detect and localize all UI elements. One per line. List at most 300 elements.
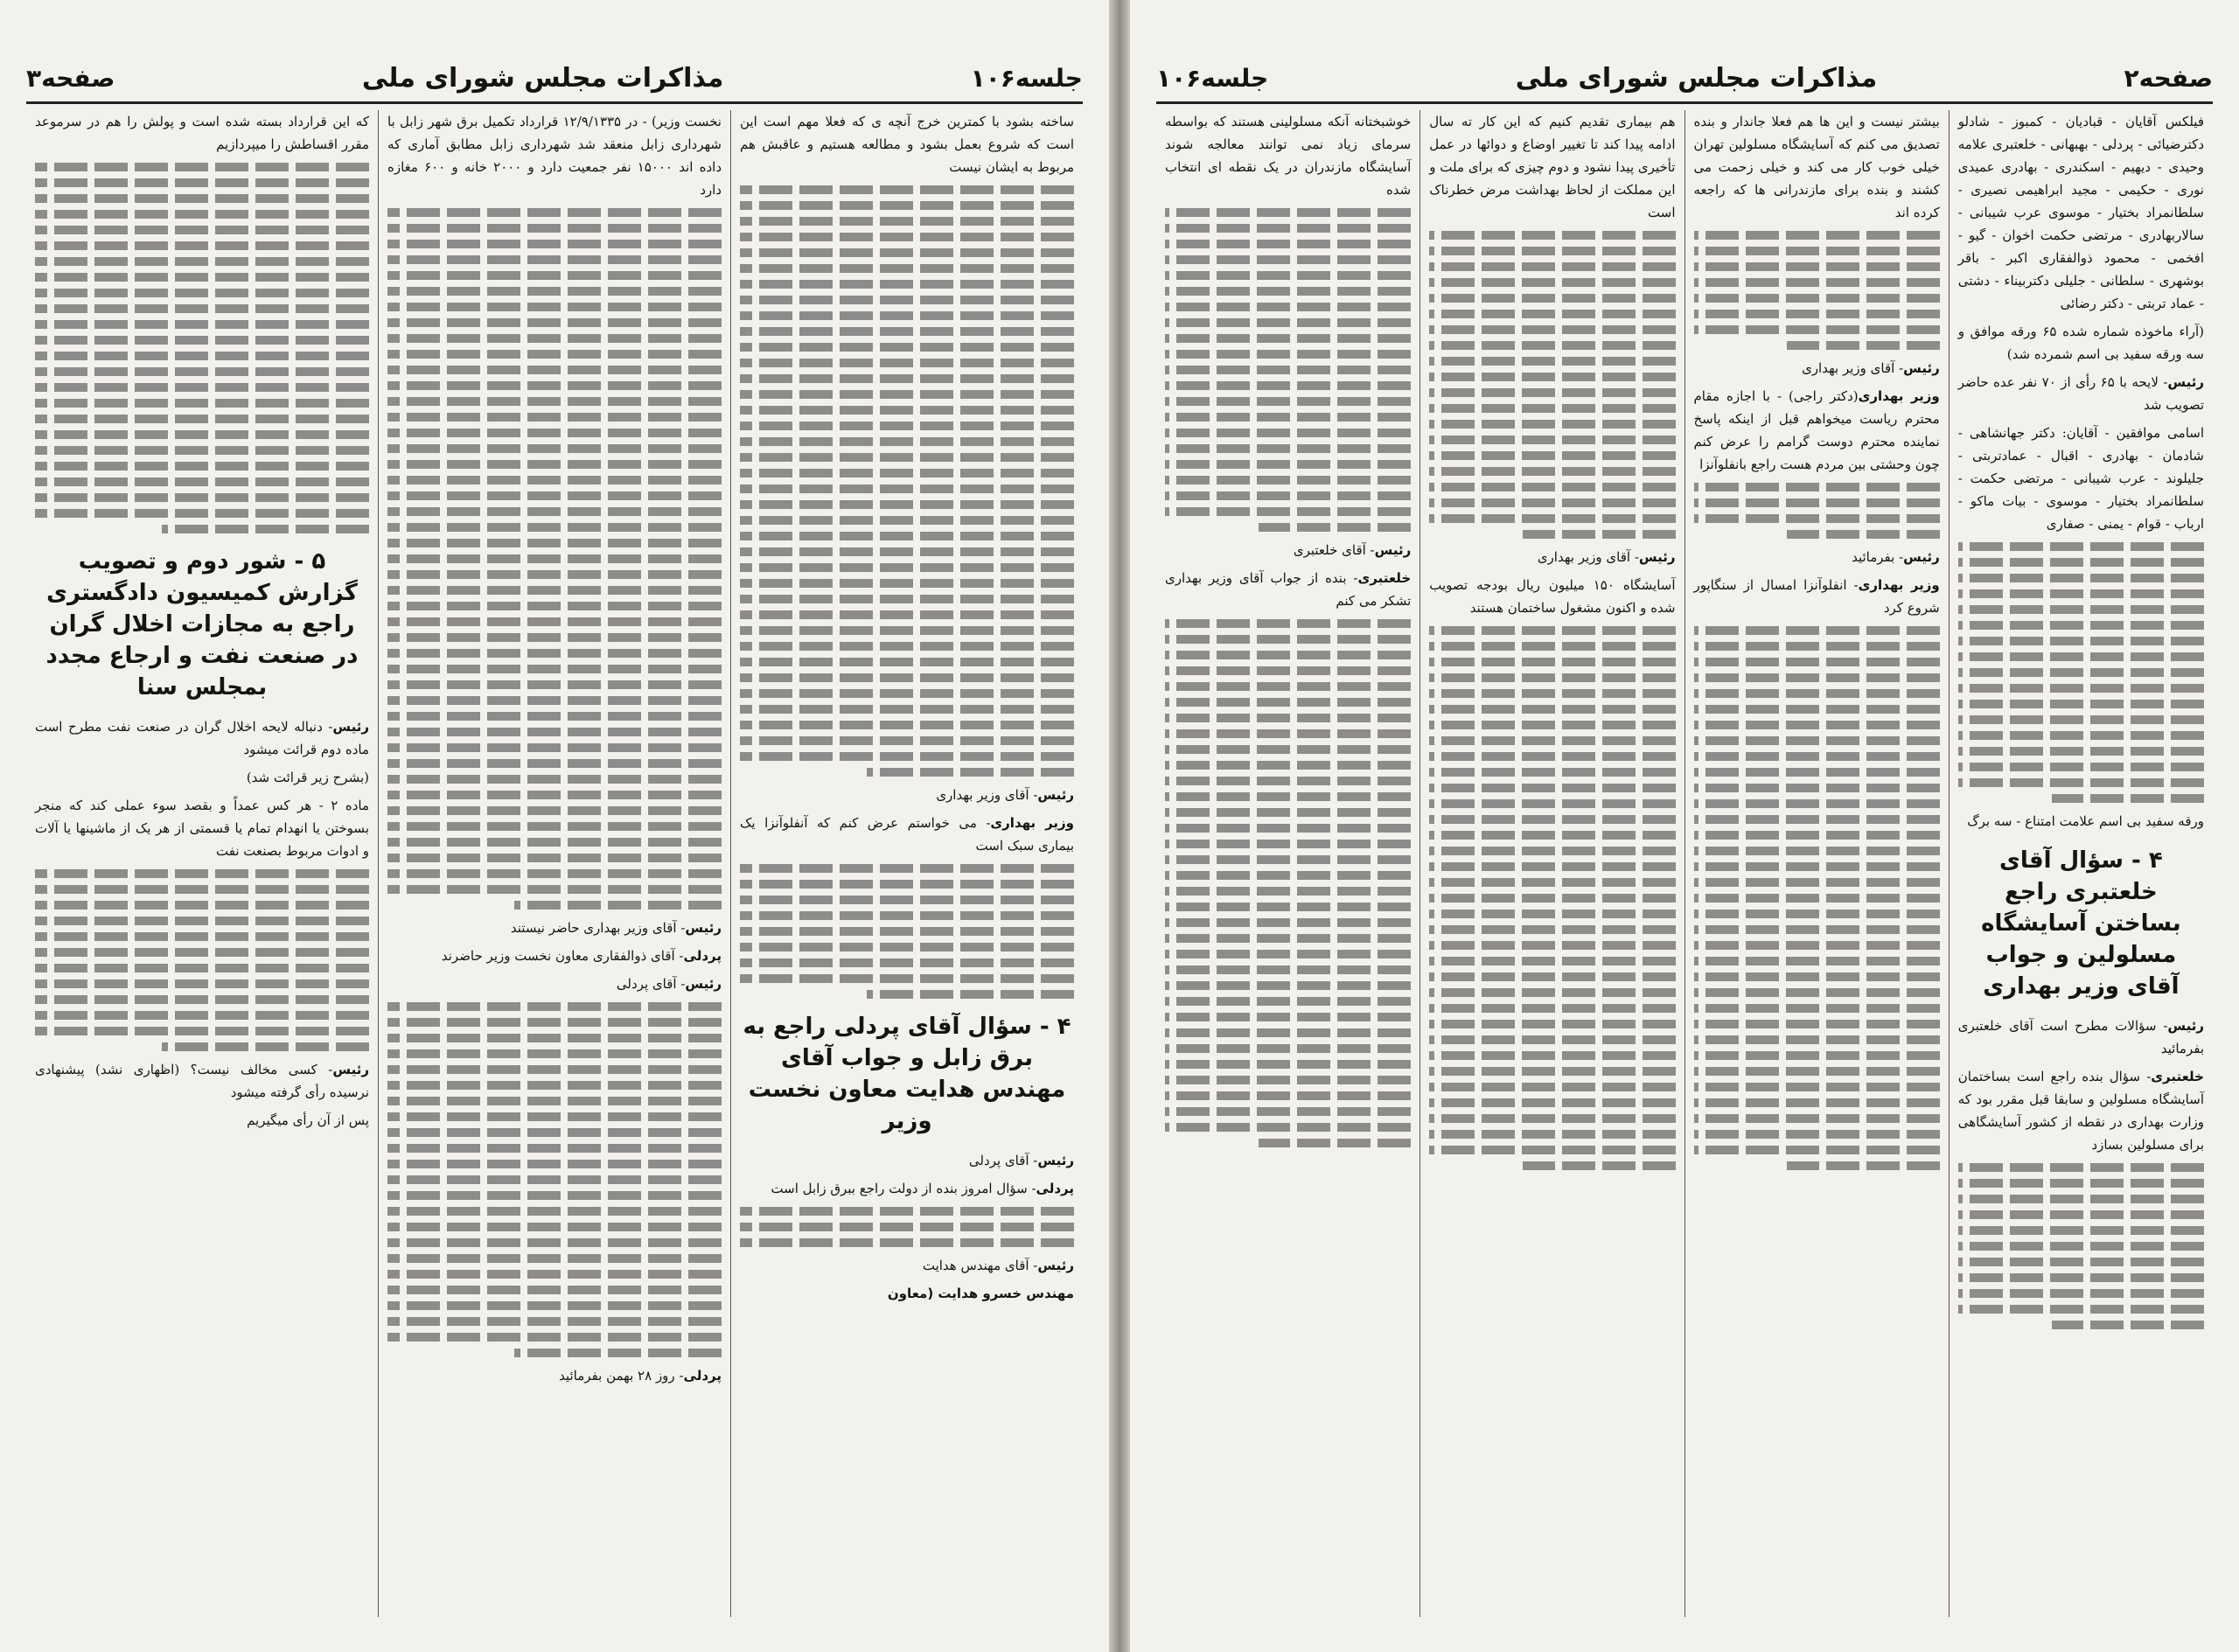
text-lines — [387, 444, 722, 453]
text-lines — [1429, 768, 1675, 777]
text-lines — [1165, 208, 1411, 217]
text-lines — [162, 1042, 369, 1051]
speaker-name: پردلی — [683, 1368, 722, 1384]
text-lines — [1429, 1035, 1675, 1044]
speaker-name: خلعتبری — [2151, 1069, 2204, 1084]
text-lines — [740, 896, 1074, 904]
page-number: صفحه۳ — [26, 63, 115, 93]
paragraph: - سؤال امروز بنده از دولت راجع ببرق زابل است — [771, 1181, 1036, 1196]
paragraph: فیلکس آقایان - قبادیان - کمبوز - شادلو دکترضیائی - پردلی - بهبهانی - خلعتبری علامه وحیدی - دیهیم - اسکندری - بهادری عمیدی نوری - حکیمی - مجید ابراهیمی نصیری - سلطانمراد بختیار - موسوی عرب شیبانی - سالاربهادری - مرتضی حکمت اخوان - گیو - افخمی - محمود ذوالفقاری اکبر - باقر بوشهری - سلطانی - جلیلی دکتربیناء - دشتی - عماد تربتی - دکتر رضائی — [1957, 114, 2204, 311]
text-lines — [1165, 903, 1411, 911]
text-lines — [387, 712, 722, 721]
text-lines — [1429, 1004, 1675, 1013]
text-lines — [1694, 941, 1940, 950]
text-lines — [1694, 784, 1940, 792]
text-lines — [1694, 847, 1940, 855]
left-page — [0, 0, 1109, 1652]
paragraph: - آقای ذوالفقاری معاون نخست وزیر حاضرند — [441, 948, 684, 964]
text-lines — [1958, 605, 2204, 614]
text-lines — [1429, 420, 1675, 429]
paragraph: ساخته بشود با کمترین خرج آنچه ی که فعلا مهم است این است که شروع بعمل بشود و مطالعه هستیم و عاقبش هم مربوط به ایشان نیست — [740, 114, 1074, 175]
left-column-2 — [378, 110, 730, 1617]
text-lines — [35, 964, 369, 972]
text-lines — [514, 1349, 722, 1357]
text-lines — [1429, 799, 1675, 808]
text-lines — [387, 1254, 722, 1263]
speaker-name: رئیس — [332, 719, 369, 735]
text-lines — [1429, 467, 1675, 476]
text-lines — [1694, 642, 1940, 651]
text-lines — [1165, 777, 1411, 785]
speaker-name: رئیس — [1037, 1153, 1074, 1168]
text-lines — [1958, 1258, 2204, 1266]
text-lines — [740, 453, 1074, 462]
text-lines — [1694, 658, 1940, 666]
text-lines — [1694, 799, 1940, 808]
text-lines — [740, 721, 1074, 729]
paragraph: مهندس خسرو هدایت (معاون — [887, 1286, 1074, 1301]
text-lines — [387, 1002, 722, 1011]
text-lines — [740, 958, 1074, 967]
text-lines — [740, 1238, 1074, 1247]
paragraph: که این قرارداد بسته شده است و پولش را هم در سرموعد مقرر اقساطش را میپردازیم — [35, 114, 369, 152]
text-lines — [35, 885, 369, 894]
text-lines — [740, 233, 1074, 241]
text-lines — [1165, 287, 1411, 296]
text-lines — [1429, 831, 1675, 840]
right-page-columns — [1156, 110, 2213, 1617]
text-lines — [387, 680, 722, 689]
text-lines — [1165, 965, 1411, 974]
text-lines — [387, 1191, 722, 1200]
text-lines — [740, 280, 1074, 289]
text-lines — [1694, 972, 1940, 981]
text-lines — [1958, 589, 2204, 598]
text-lines — [35, 1011, 369, 1020]
paragraph: - بفرمائید — [1852, 549, 1904, 565]
text-lines — [35, 289, 369, 297]
text-lines — [1429, 325, 1675, 334]
text-lines — [1429, 878, 1675, 887]
text-lines — [387, 602, 722, 610]
text-lines — [1958, 1273, 2204, 1282]
paragraph: خوشبختانه آنکه مسلولینی هستند که بواسطه سرمای زیاد نمی توانند معالجه شوند آسایشگاه مازندران در یک نقطه ای انتخاب شده — [1165, 114, 1412, 198]
text-lines — [1694, 815, 1940, 824]
text-lines — [387, 366, 722, 374]
text-lines — [740, 943, 1074, 951]
text-lines — [1694, 831, 1940, 840]
text-lines — [1694, 910, 1940, 918]
right-column-4 — [1156, 110, 1419, 1617]
text-lines — [387, 759, 722, 768]
text-lines — [387, 586, 722, 595]
text-lines — [35, 430, 369, 439]
paragraph: - بنده از جواب آقای وزیر بهداری تشکر می کنم — [1165, 570, 1412, 609]
text-lines — [1165, 950, 1411, 958]
text-lines — [387, 1270, 722, 1279]
text-lines — [35, 320, 369, 329]
text-lines — [1429, 910, 1675, 918]
paragraph: (آراء ماخوذه شماره شده ۶۵ ورقه موافق و سه ورقه سفید بی اسم شمرده شد) — [1957, 324, 2204, 362]
text-lines — [387, 429, 722, 437]
text-lines — [1694, 626, 1940, 635]
paragraph: ورقه سفید بی اسم علامت امتناع - سه برگ — [1967, 813, 2204, 829]
book-gutter — [1109, 0, 1130, 1652]
text-lines — [387, 413, 722, 422]
text-lines — [1694, 262, 1940, 271]
speaker-name: رئیس — [1903, 549, 1940, 565]
text-lines — [1165, 808, 1411, 817]
text-lines — [740, 374, 1074, 383]
text-lines — [387, 1034, 722, 1042]
paragraph: - دنباله لایحه اخلال گران در صنعت نفت مطرح است ماده دوم قرائت میشود — [35, 719, 369, 757]
text-lines — [35, 509, 369, 518]
text-lines — [387, 224, 722, 233]
text-lines — [1429, 847, 1675, 855]
text-lines — [387, 743, 722, 752]
text-lines — [1165, 714, 1411, 722]
text-lines — [387, 1018, 722, 1027]
text-lines — [740, 736, 1074, 745]
text-lines — [1958, 668, 2204, 677]
text-lines — [1165, 997, 1411, 1006]
text-lines — [1787, 1161, 1939, 1170]
paragraph: پس از آن رأی میگیریم — [247, 1112, 369, 1128]
text-lines — [35, 257, 369, 266]
text-lines — [867, 768, 1074, 777]
text-lines — [1523, 1161, 1675, 1170]
page-title: مذاکرات مجلس شورای ملی — [361, 62, 724, 94]
text-lines — [387, 240, 722, 248]
text-lines — [35, 194, 369, 203]
text-lines — [1165, 1013, 1411, 1021]
text-lines — [387, 822, 722, 831]
session-number: جلسه۱۰۶ — [1156, 63, 1269, 93]
text-lines — [1429, 784, 1675, 792]
text-lines — [740, 437, 1074, 446]
text-lines — [1694, 1035, 1940, 1044]
text-lines — [1958, 574, 2204, 582]
text-lines — [1429, 388, 1675, 397]
section-heading: ۴ - سؤال آقای پردلی راجع به برق زابل و جواب آقای مهندس هدایت معاون نخست وزیر — [743, 1014, 1071, 1134]
text-lines — [1694, 752, 1940, 761]
paragraph: - لایحه با ۶۵ رأی از ۷۰ نفر عده حاضر تصویب شد — [1957, 374, 2204, 413]
text-lines — [35, 917, 369, 925]
speaker-name: رئیس — [332, 1062, 369, 1077]
text-lines — [35, 995, 369, 1004]
right-column-3 — [1419, 110, 1684, 1617]
text-lines — [740, 705, 1074, 714]
text-lines — [35, 493, 369, 502]
text-lines — [1429, 925, 1675, 934]
text-lines — [387, 350, 722, 359]
paragraph: - انفلوآنزا امسال از سنگاپور شروع کرد — [1693, 577, 1940, 616]
text-lines — [1165, 1060, 1411, 1069]
text-lines — [1429, 658, 1675, 666]
text-lines — [1694, 1004, 1940, 1013]
text-lines — [387, 869, 722, 878]
text-lines — [1429, 673, 1675, 682]
text-lines — [1429, 498, 1675, 507]
text-lines — [35, 901, 369, 910]
left-page-header — [26, 54, 1083, 104]
paragraph: - آقای وزیر بهداری — [1802, 360, 1904, 376]
text-lines — [740, 311, 1074, 320]
text-lines — [387, 649, 722, 658]
paragraph: اسامی موافقین - آقایان: دکتر جهانشاهی - شادمان - بهادری - اقبال - عمادتربتی - جلیلوند - عرب شیبانی - مرتضی حکمت - سلطانمراد بختیار - موسوی - بیات ماکو - ارباب - قوام - یمنی - صفاری — [1957, 425, 2204, 532]
session-number: جلسه۱۰۶ — [970, 63, 1083, 93]
text-lines — [387, 1317, 722, 1326]
text-lines — [1165, 318, 1411, 327]
text-lines — [1958, 1210, 2204, 1219]
text-lines — [35, 163, 369, 171]
text-lines — [740, 201, 1074, 210]
text-lines — [740, 595, 1074, 603]
text-lines — [387, 554, 722, 563]
speaker-name: پردلی — [1036, 1181, 1074, 1196]
text-lines — [1958, 1195, 2204, 1203]
paragraph: - آقای وزیر بهداری — [1537, 549, 1639, 565]
text-lines — [387, 1301, 722, 1310]
text-lines — [387, 617, 722, 626]
text-lines — [1429, 357, 1675, 366]
text-lines — [1165, 1123, 1411, 1132]
text-lines — [1165, 918, 1411, 927]
text-lines — [387, 397, 722, 406]
text-lines — [1958, 1289, 2204, 1298]
speaker-name: وزیر بهداری — [990, 815, 1074, 831]
text-lines — [740, 516, 1074, 525]
speaker-name: وزیر بهداری — [1858, 577, 1940, 593]
text-lines — [387, 838, 722, 847]
text-lines — [387, 1286, 722, 1294]
text-lines — [1958, 637, 2204, 645]
text-lines — [387, 491, 722, 500]
text-lines — [387, 334, 722, 343]
text-lines — [1429, 341, 1675, 350]
text-lines — [1165, 271, 1411, 280]
text-lines — [387, 633, 722, 642]
text-lines — [1787, 530, 1939, 539]
right-column-1 — [1949, 110, 2213, 1617]
text-lines — [740, 579, 1074, 588]
text-lines — [1694, 957, 1940, 965]
text-lines — [1958, 763, 2204, 771]
text-lines — [1165, 1028, 1411, 1037]
left-column-1 — [730, 110, 1083, 1617]
text-lines — [740, 248, 1074, 257]
text-lines — [35, 178, 369, 187]
text-lines — [1165, 729, 1411, 738]
paragraph: - سؤالات مطرح است آقای خلعتبری بفرمائید — [1957, 1018, 2204, 1056]
text-lines — [1429, 483, 1675, 491]
speaker-name: رئیس — [2167, 374, 2204, 390]
text-lines — [740, 296, 1074, 304]
text-lines — [1429, 862, 1675, 871]
text-lines — [35, 979, 369, 988]
paragraph: نخست وزیر) - در ۱۲/۹/۱۳۳۵ قرارداد تکمیل برق شهر زابل با شهرداری زابل منعقد شد شهرداری زابل مطابق آماری که داده اند ۱۵۰۰۰ نفر جمعیت دارد و ۲۰۰۰ خانه و ۶۰۰ مغازه دارد — [387, 114, 722, 198]
text-lines — [387, 381, 722, 390]
speaker-name: رئیس — [685, 920, 722, 936]
text-lines — [387, 1144, 722, 1153]
text-lines — [1165, 934, 1411, 943]
text-lines — [1787, 341, 1939, 350]
text-lines — [1694, 878, 1940, 887]
text-lines — [2052, 794, 2204, 803]
text-lines — [1429, 1114, 1675, 1123]
text-lines — [1165, 240, 1411, 248]
text-lines — [1259, 523, 1411, 532]
text-lines — [740, 1223, 1074, 1231]
paragraph: - سؤال بنده راجع است بساختمان آسایشگاه مسلولین و سابقا قبل مقرر بود که وزارت بهداری در نقطه از کشور آسایشگاهی برای مسلولین بسازد — [1957, 1069, 2204, 1153]
text-lines — [35, 462, 369, 471]
text-lines — [1694, 862, 1940, 871]
text-lines — [1694, 894, 1940, 903]
text-lines — [740, 626, 1074, 635]
text-lines — [35, 446, 369, 455]
text-lines — [1958, 542, 2204, 551]
text-lines — [1165, 224, 1411, 233]
text-lines — [1429, 705, 1675, 714]
text-lines — [1694, 736, 1940, 745]
text-lines — [35, 1027, 369, 1035]
text-lines — [740, 359, 1074, 367]
text-lines — [1429, 231, 1675, 240]
text-lines — [387, 1223, 722, 1231]
text-lines — [1694, 325, 1940, 334]
right-page-header — [1156, 54, 2213, 104]
text-lines — [740, 752, 1074, 761]
text-lines — [1165, 1091, 1411, 1100]
text-lines — [387, 1112, 722, 1121]
speaker-name: پردلی — [683, 948, 722, 964]
text-lines — [1429, 1146, 1675, 1154]
text-lines — [387, 255, 722, 264]
page-number: صفحه۲ — [2124, 63, 2213, 93]
text-lines — [740, 217, 1074, 226]
text-lines — [740, 1207, 1074, 1216]
text-lines — [1165, 981, 1411, 990]
text-lines — [1694, 705, 1940, 714]
paragraph: ماده ۲ - هر کس عمداً و بقصد سوء عملی کند که منجر بسوختن یا انهدام تمام یا قسمتی از هر یک از ماشینها یا آلات و ادوات مربوط بصنعت نفت — [35, 798, 369, 859]
text-lines — [387, 570, 722, 579]
paragraph: هم بیماری تقدیم کنیم که این کار ته سال ادامه پیدا کند تا تغییر اوضاع و دوائها در عمل تأخیری پیدا نشود و دوم چیزی که برای ملت و این مملکت از لحاظ بهداشت مرض خطرناک است — [1429, 114, 1676, 220]
text-lines — [162, 525, 369, 533]
text-lines — [1165, 698, 1411, 707]
text-lines — [1165, 413, 1411, 422]
text-lines — [740, 911, 1074, 920]
text-lines — [1958, 1179, 2204, 1188]
speaker-name: رئیس — [1037, 1258, 1074, 1273]
text-lines — [740, 642, 1074, 651]
text-lines — [740, 864, 1074, 873]
text-lines — [387, 665, 722, 673]
text-lines — [1694, 231, 1940, 240]
text-lines — [387, 885, 722, 894]
text-lines — [1429, 436, 1675, 444]
text-lines — [387, 806, 722, 815]
text-lines — [1694, 673, 1940, 682]
text-lines — [1429, 626, 1675, 635]
text-lines — [35, 241, 369, 250]
text-lines — [1429, 278, 1675, 287]
text-lines — [387, 460, 722, 469]
text-lines — [1958, 1305, 2204, 1314]
text-lines — [387, 854, 722, 862]
text-lines — [1165, 1076, 1411, 1084]
text-lines — [1429, 972, 1675, 981]
text-lines — [740, 547, 1074, 556]
text-lines — [1694, 247, 1940, 255]
text-lines — [740, 610, 1074, 619]
text-lines — [1165, 840, 1411, 848]
speaker-name: رئیس — [1374, 542, 1412, 558]
text-lines — [1958, 558, 2204, 567]
text-lines — [514, 901, 722, 910]
text-lines — [1958, 1163, 2204, 1172]
text-lines — [740, 264, 1074, 273]
text-lines — [1429, 815, 1675, 824]
text-lines — [387, 1207, 722, 1216]
text-lines — [35, 383, 369, 392]
text-lines — [740, 974, 1074, 983]
text-lines — [1694, 1083, 1940, 1091]
text-lines — [35, 948, 369, 957]
text-lines — [1694, 1098, 1940, 1107]
paragraph: - روز ۲۸ بهمن بفرمائید — [559, 1368, 684, 1384]
text-lines — [740, 327, 1074, 336]
text-lines — [387, 791, 722, 799]
text-lines — [387, 303, 722, 311]
text-lines — [1429, 1020, 1675, 1028]
text-lines — [1165, 429, 1411, 437]
text-lines — [387, 1160, 722, 1168]
text-lines — [1958, 621, 2204, 630]
text-lines — [387, 775, 722, 784]
text-lines — [1165, 682, 1411, 691]
text-lines — [387, 1097, 722, 1105]
text-lines — [1958, 1242, 2204, 1251]
text-lines — [387, 271, 722, 280]
text-lines — [1429, 689, 1675, 698]
text-lines — [35, 336, 369, 345]
paragraph: - آقای مهندس هدایت — [922, 1258, 1038, 1273]
text-lines — [1694, 498, 1940, 507]
text-lines — [1165, 635, 1411, 644]
text-lines — [1694, 294, 1940, 303]
text-lines — [1694, 768, 1940, 777]
text-lines — [1429, 988, 1675, 997]
text-lines — [1429, 310, 1675, 318]
paragraph: - آقای وزیر بهداری حاضر نیستند — [510, 920, 686, 936]
text-lines — [740, 484, 1074, 493]
text-lines — [35, 273, 369, 282]
text-lines — [1694, 1146, 1940, 1154]
section-heading: ۵ - شور دوم و تصویب گزارش کمیسیون دادگستری راجع به مجازات اخلال گران در صنعت نفت و ارجاع مجدد بمجلس سنا — [45, 548, 359, 701]
text-lines — [1694, 1130, 1940, 1139]
speaker-name: رئیس — [2167, 1018, 2204, 1034]
text-lines — [1694, 689, 1940, 698]
text-lines — [1165, 381, 1411, 390]
speaker-name: رئیس — [685, 976, 722, 992]
text-lines — [1429, 262, 1675, 271]
text-lines — [1429, 957, 1675, 965]
text-lines — [1165, 350, 1411, 359]
text-lines — [1429, 752, 1675, 761]
text-lines — [1429, 736, 1675, 745]
text-lines — [867, 990, 1074, 999]
text-lines — [1429, 1098, 1675, 1107]
